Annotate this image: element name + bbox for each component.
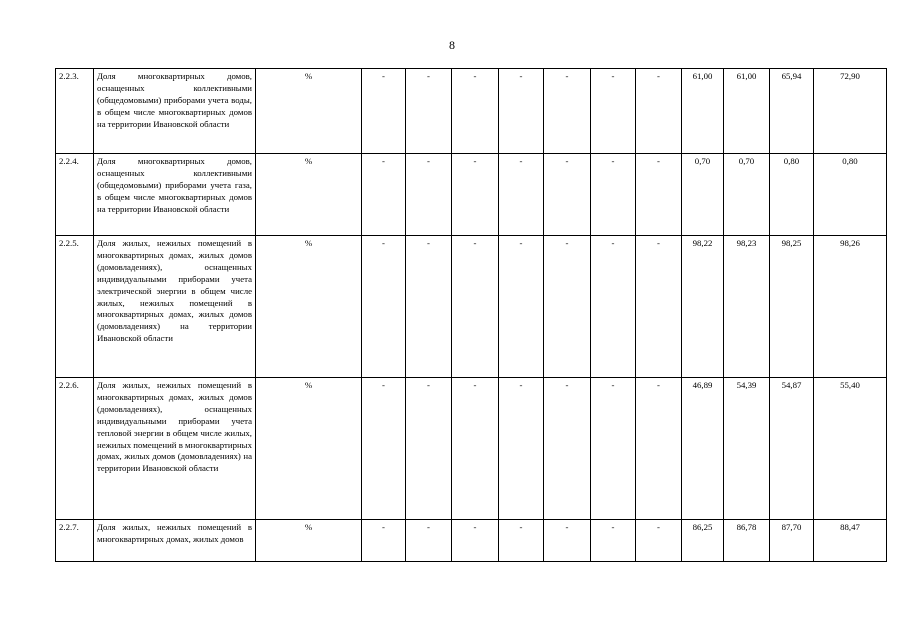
value-cell: 55,40 (814, 378, 887, 520)
empty-value-cell: - (406, 69, 452, 154)
indicator-unit: % (256, 378, 362, 520)
value-cell: 88,47 (814, 520, 887, 562)
indicator-name: Доля жилых, нежилых помещений в многоквартирных домах, жилых домов (домовладениях), оснащенных индивидуальными приборами учета электрической энергии в общем числе жилых, нежилых помещений в многоквартирных домах, жилых домов (домовладениях) на территории Ивановской области (94, 236, 256, 378)
indicator-unit: % (256, 69, 362, 154)
empty-value-cell: - (362, 69, 406, 154)
empty-value-cell: - (636, 520, 682, 562)
empty-value-cell: - (499, 520, 544, 562)
empty-value-cell: - (362, 236, 406, 378)
indicator-name: Доля жилых, нежилых помещений в многоквартирных домах, жилых домов (94, 520, 256, 562)
indicator-code: 2.2.4. (56, 154, 94, 236)
empty-value-cell: - (636, 69, 682, 154)
empty-value-cell: - (499, 69, 544, 154)
indicator-code: 2.2.3. (56, 69, 94, 154)
empty-value-cell: - (636, 236, 682, 378)
empty-value-cell: - (452, 520, 499, 562)
empty-value-cell: - (406, 236, 452, 378)
table-row (56, 378, 887, 520)
empty-value-cell: - (591, 69, 636, 154)
empty-value-cell: - (499, 236, 544, 378)
indicator-name: Доля многоквартирных домов, оснащенных коллективными (общедомовыми) приборами учета газа, в общем числе многоквартирных домов на территории Ивановской области (94, 154, 256, 236)
empty-value-cell: - (636, 154, 682, 236)
empty-value-cell: - (499, 154, 544, 236)
empty-value-cell: - (544, 520, 591, 562)
empty-value-cell: - (406, 154, 452, 236)
value-cell: 65,94 (770, 69, 814, 154)
empty-value-cell: - (591, 378, 636, 520)
value-cell: 0,80 (770, 154, 814, 236)
empty-value-cell: - (591, 520, 636, 562)
value-cell: 98,25 (770, 236, 814, 378)
indicator-name: Доля жилых, нежилых помещений в многоквартирных домах, жилых домов (домовладениях), оснащенных индивидуальными приборами учета тепловой энергии в общем числе жилых, нежилых помещений в многоквартирных домах, жилых домов (домовладениях) на территории Ивановской области (94, 378, 256, 520)
indicator-code: 2.2.6. (56, 378, 94, 520)
value-cell: 86,78 (724, 520, 770, 562)
empty-value-cell: - (544, 69, 591, 154)
value-cell: 0,80 (814, 154, 887, 236)
value-cell: 61,00 (682, 69, 724, 154)
indicator-code: 2.2.5. (56, 236, 94, 378)
indicator-unit: % (256, 154, 362, 236)
value-cell: 0,70 (682, 154, 724, 236)
empty-value-cell: - (406, 520, 452, 562)
indicator-code: 2.2.7. (56, 520, 94, 562)
value-cell: 98,22 (682, 236, 724, 378)
value-cell: 46,89 (682, 378, 724, 520)
indicators-table (55, 68, 887, 562)
empty-value-cell: - (362, 154, 406, 236)
empty-value-cell: - (452, 154, 499, 236)
indicator-name: Доля многоквартирных домов, оснащенных коллективными (общедомовыми) приборами учета воды, в общем числе многоквартирных домов на территории Ивановской области (94, 69, 256, 154)
value-cell: 72,90 (814, 69, 887, 154)
empty-value-cell: - (452, 69, 499, 154)
empty-value-cell: - (544, 378, 591, 520)
empty-value-cell: - (591, 154, 636, 236)
indicator-unit: % (256, 520, 362, 562)
empty-value-cell: - (499, 378, 544, 520)
empty-value-cell: - (406, 378, 452, 520)
empty-value-cell: - (362, 378, 406, 520)
value-cell: 61,00 (724, 69, 770, 154)
table-row (56, 236, 887, 378)
empty-value-cell: - (452, 236, 499, 378)
value-cell: 54,87 (770, 378, 814, 520)
empty-value-cell: - (544, 236, 591, 378)
value-cell: 98,23 (724, 236, 770, 378)
value-cell: 87,70 (770, 520, 814, 562)
empty-value-cell: - (452, 378, 499, 520)
empty-value-cell: - (591, 236, 636, 378)
table-row (56, 69, 887, 154)
table-row (56, 154, 887, 236)
indicator-unit: % (256, 236, 362, 378)
value-cell: 54,39 (724, 378, 770, 520)
empty-value-cell: - (362, 520, 406, 562)
value-cell: 98,26 (814, 236, 887, 378)
value-cell: 0,70 (724, 154, 770, 236)
table-row (56, 520, 887, 562)
empty-value-cell: - (544, 154, 591, 236)
empty-value-cell: - (636, 378, 682, 520)
page-number: 8 (449, 38, 455, 52)
value-cell: 86,25 (682, 520, 724, 562)
